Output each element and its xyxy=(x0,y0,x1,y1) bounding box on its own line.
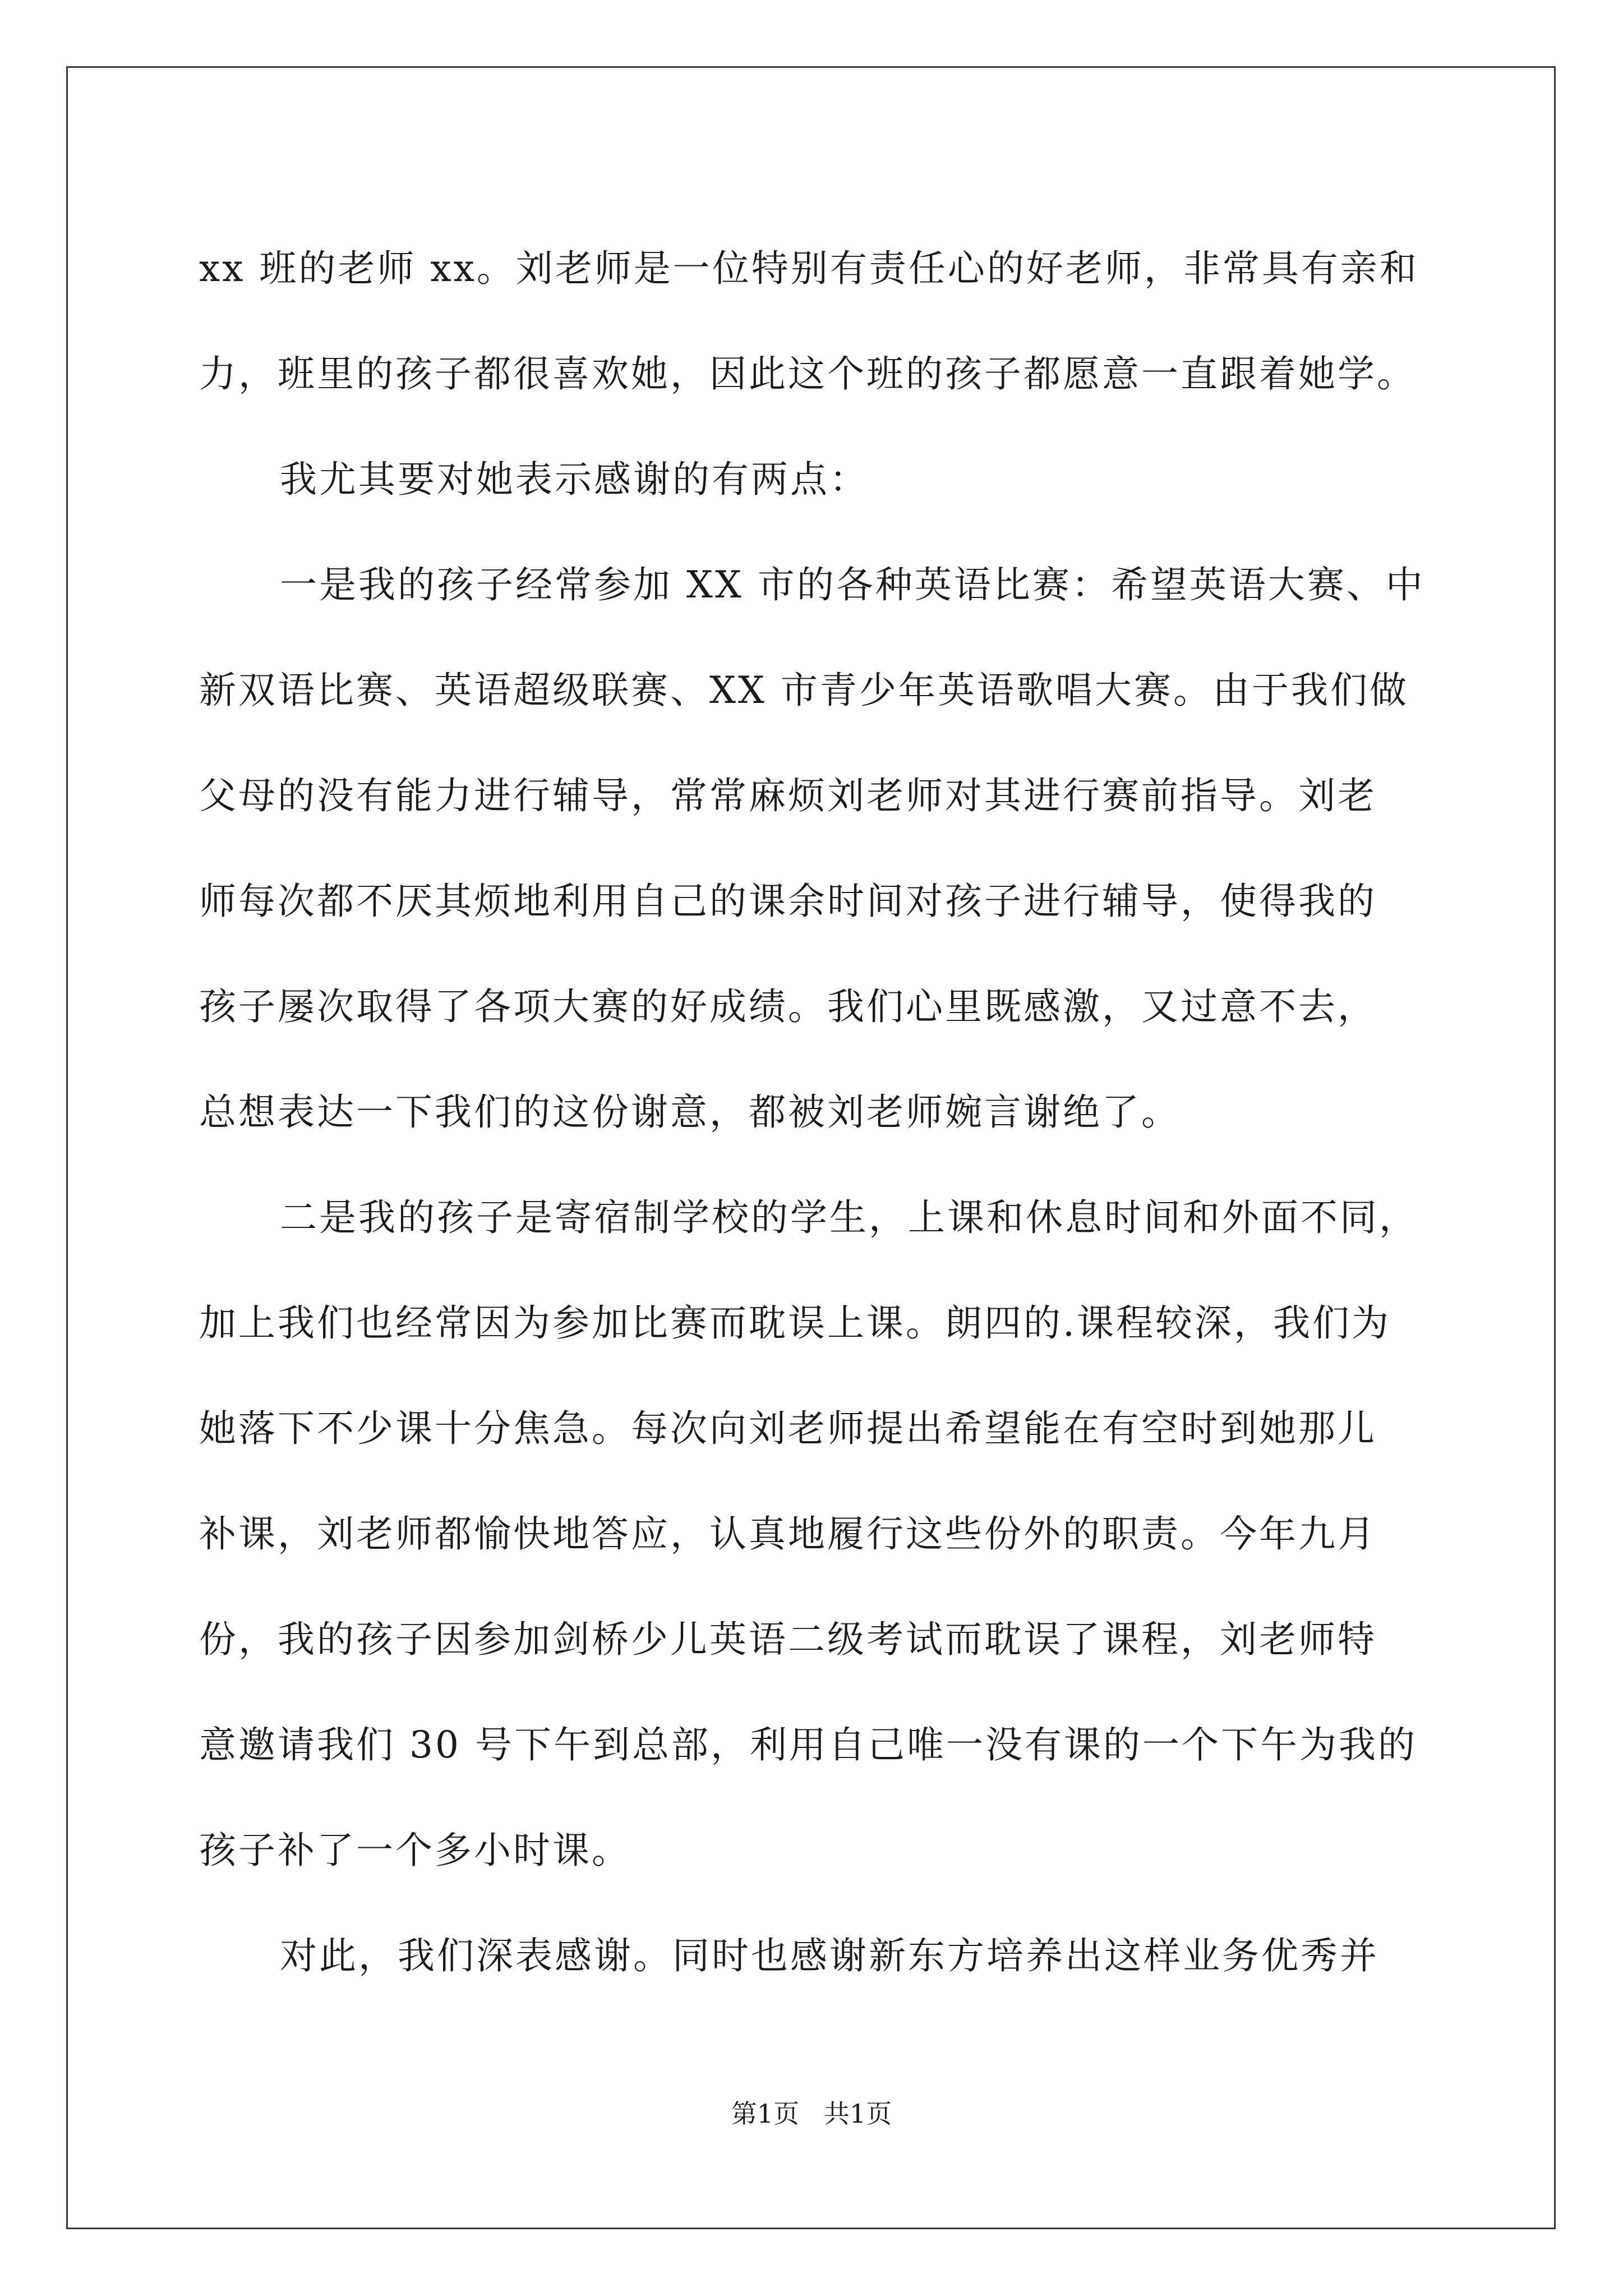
text-line: 补课，刘老师都愉快地答应，认真地履行这些份外的职责。今年九月 xyxy=(199,1512,1377,1556)
text-line: 父母的没有能力进行辅导，常常麻烦刘老师对其进行赛前指导。刘老 xyxy=(199,774,1377,817)
text-line: 份，我的孩子因参加剑桥少儿英语二级考试而耽误了课程，刘老师特 xyxy=(199,1618,1377,1661)
text-line: 师每次都不厌其烦地利用自己的课余时间对孩子进行辅导，使得我的 xyxy=(199,880,1377,923)
page-number-footer: 第1页 共1页 xyxy=(731,2099,892,2129)
paragraph-start-line: 对此，我们深表感谢。同时也感谢新东方培养出这样业务优秀并 xyxy=(280,1934,1379,1977)
letter-body xyxy=(199,216,1433,2009)
text-line: 加上我们也经常因为参加比赛而耽误上课。朗四的.课程较深，我们为 xyxy=(199,1301,1391,1345)
text-line: 她落下不少课十分焦急。每次向刘老师提出希望能在有空时到她那儿 xyxy=(199,1407,1377,1450)
text-line: 力，班里的孩子都很喜欢她，因此这个班的孩子都愿意一直跟着她学。 xyxy=(199,352,1416,395)
text-line: 总想表达一下我们的这份谢意，都被刘老师婉言谢绝了。 xyxy=(199,1091,1181,1134)
paragraph-start-line: 一是我的孩子经常参加 XX 市的各种英语比赛：希望英语大赛、中 xyxy=(280,563,1425,606)
text-line: xx 班的老师 xx。刘老师是一位特别有责任心的好老师，非常具有亲和 xyxy=(199,247,1419,290)
paragraph-start-line: 二是我的孩子是寄宿制学校的学生，上课和休息时间和外面不同， xyxy=(280,1196,1418,1239)
text-line: 孩子屡次取得了各项大赛的好成绩。我们心里既感激，又过意不去， xyxy=(199,985,1377,1028)
text-line: 孩子补了一个多小时课。 xyxy=(199,1829,631,1872)
paragraph-start-line: 我尤其要对她表示感谢的有两点： xyxy=(280,458,869,501)
text-line: 新双语比赛、英语超级联赛、XX 市青少年英语歌唱大赛。由于我们做 xyxy=(199,669,1409,712)
text-line: 意邀请我们 30 号下午到总部，利用自己唯一没有课的一个下午为我的 xyxy=(199,1723,1417,1766)
